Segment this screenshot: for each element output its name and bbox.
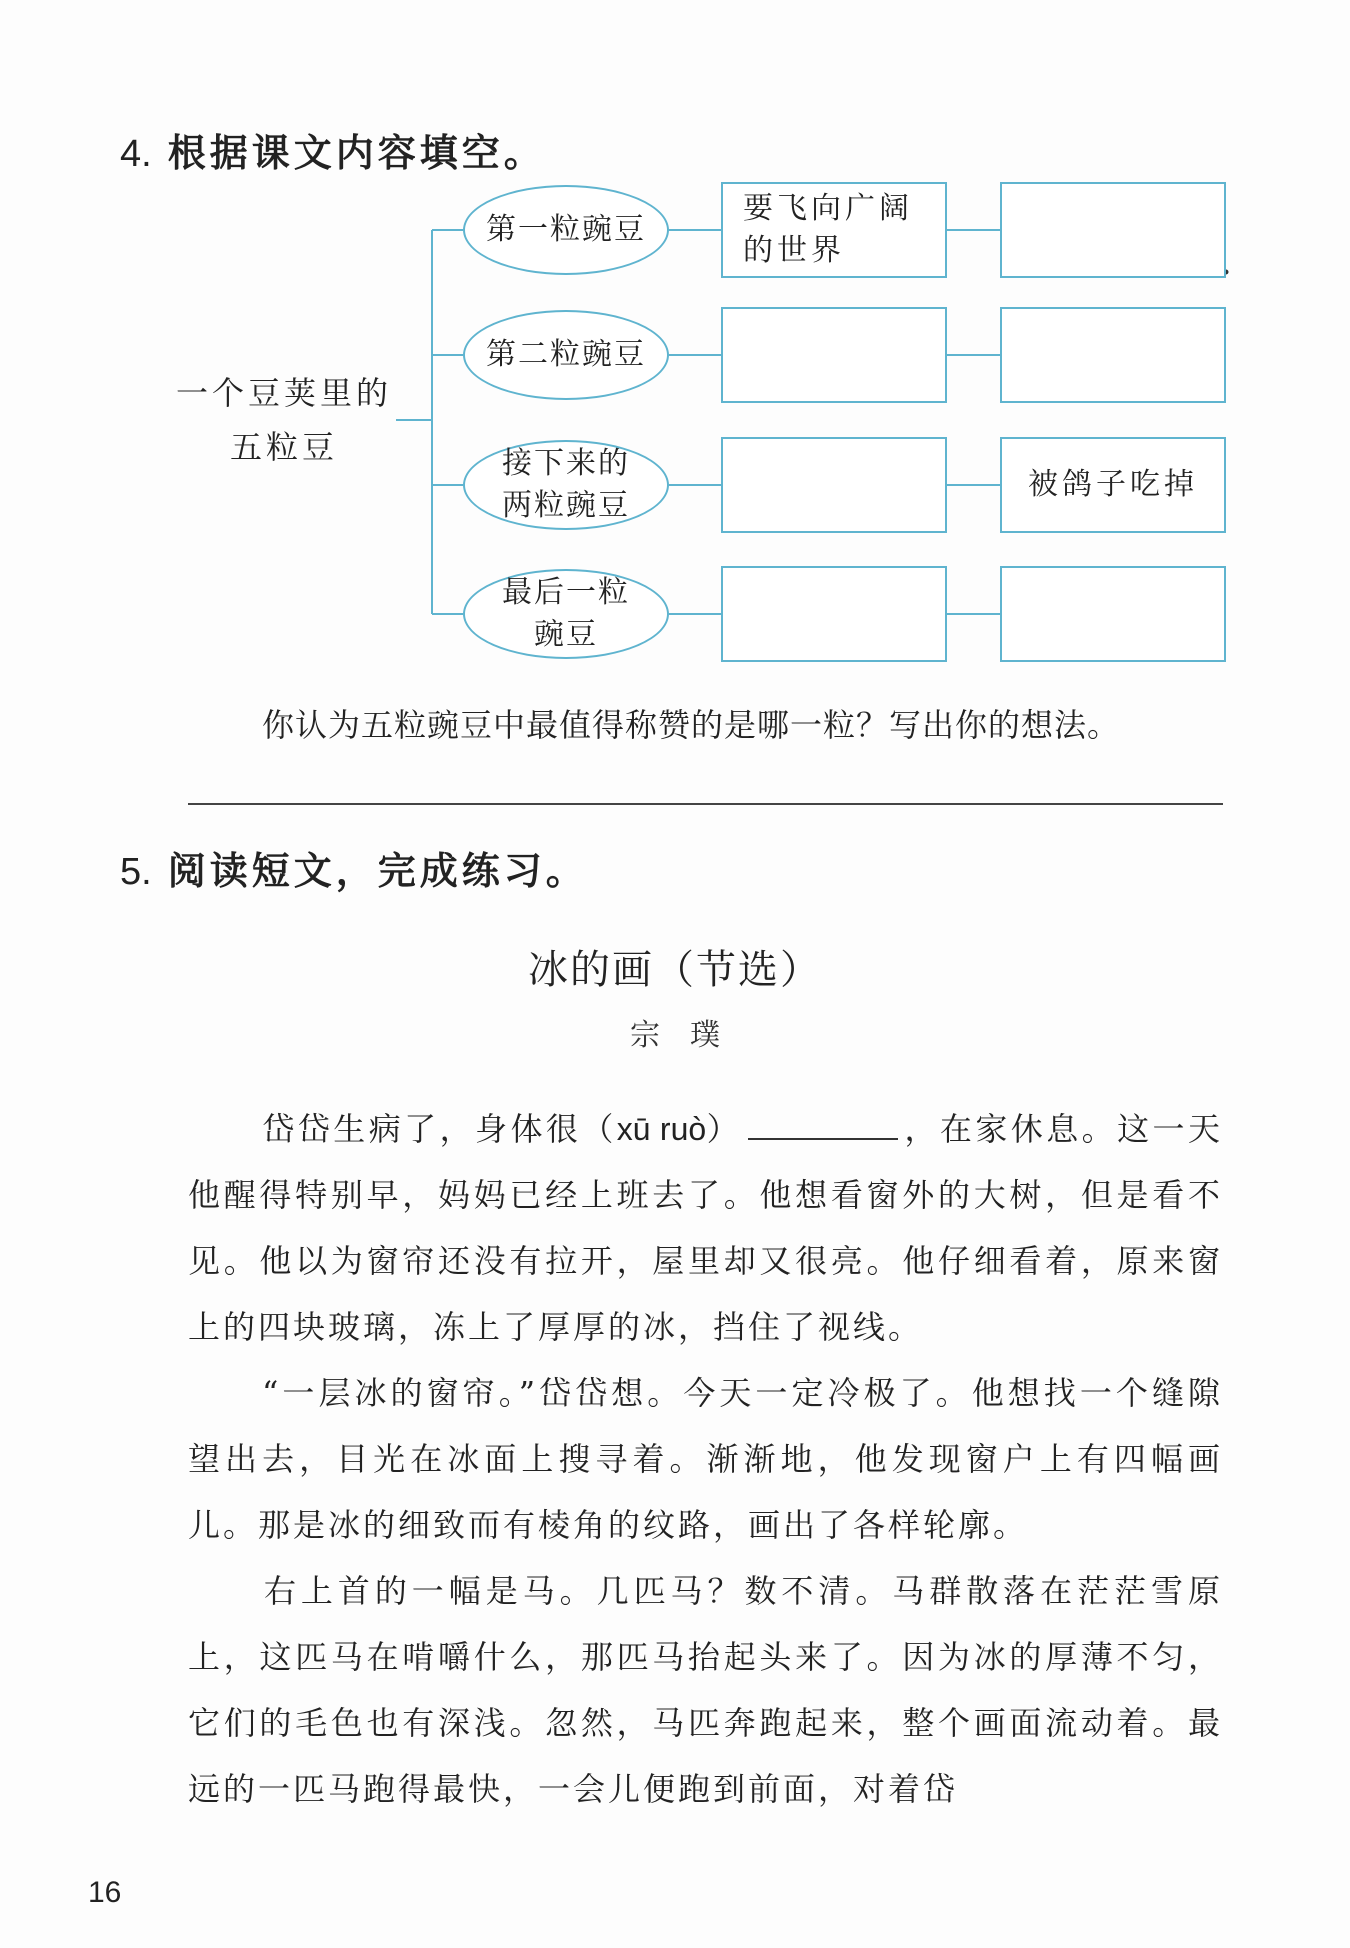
story-title: 冰的画（节选） <box>528 947 822 993</box>
q4-answer-line[interactable] <box>188 803 1223 805</box>
paragraph-3 <box>188 1558 1223 1822</box>
branch-4-box-1[interactable] <box>721 566 947 662</box>
p3-text: 右上首的一幅是马。几匹马？数不清。马群散落在茫茫雪原上，这匹马在啃嚼什么，那匹马抬起头来了。因为冰的厚薄不匀，它们的毛色也有深浅。忽然，马匹奔跑起来，整个画面流动着。最远的一匹马跑得最快，一会儿便跑到前面，对着岱 <box>188 1572 1223 1808</box>
branch-1-box-1-text: 要飞向广阔的世界 <box>743 191 913 268</box>
p1-after: ，在家休息。这一天他醒得特别早，妈妈已经上班去了。他想看窗外的大树，但是看不见。他以为窗帘还没有拉开，屋里却又很亮。他仔细看着，原来窗上的四块玻璃，冻上了厚厚的冰，挡住了视线。 <box>188 1110 1223 1346</box>
branch-2-box-1[interactable] <box>721 307 947 403</box>
branch-2-label: 第二粒豌豆 <box>486 337 646 372</box>
page-number: 16 <box>88 1876 122 1909</box>
branch-2-oval <box>463 310 669 400</box>
q5-number: 5. <box>120 851 152 893</box>
paragraph-1 <box>188 1096 1223 1360</box>
branch-3-box-1[interactable] <box>721 437 947 533</box>
branch-3-box-2 <box>1000 437 1226 533</box>
diagram-root-label <box>172 366 396 474</box>
branch-4-oval <box>463 569 669 659</box>
q4-title: 根据课文内容填空。 <box>167 131 546 175</box>
branch-4-label: 最后一粒豌豆 <box>502 575 630 652</box>
story-author: 宗璞 <box>630 1018 750 1053</box>
fill-blank[interactable] <box>748 1108 898 1140</box>
branch-3-label: 接下来的两粒豌豆 <box>502 446 630 523</box>
branch-1-box-2[interactable] <box>1000 182 1226 278</box>
branch-3-box-2-text: 被鸽子吃掉 <box>1028 467 1198 502</box>
q4-number: 4. <box>120 133 152 175</box>
branch-1-box-1 <box>721 182 947 278</box>
root-line-2: 五粒豆 <box>229 428 338 466</box>
p1-mid: ） <box>706 1110 743 1148</box>
branch-3-oval <box>463 440 669 530</box>
p1-before: 岱岱生病了，身体很（ <box>262 1110 617 1148</box>
branch-2-box-2[interactable] <box>1000 307 1226 403</box>
p1-pinyin: xū ruò <box>616 1111 707 1147</box>
q5-heading <box>120 840 588 895</box>
root-line-1: 一个豆荚里的 <box>175 374 392 412</box>
branch-4-box-2[interactable] <box>1000 566 1226 662</box>
p2-text: “一层冰的窗帘。”岱岱想。今天一定冷极了。他想找一个缝隙望出去，目光在冰面上搜寻着。渐渐地，他发现窗户上有四幅画儿。那是冰的细致而有棱角的纹路，画出了各样轮廓。 <box>188 1374 1223 1544</box>
q5-title: 阅读短文，完成练习。 <box>167 849 588 893</box>
branch-1-oval <box>463 185 669 275</box>
branch-1-label: 第一粒豌豆 <box>486 212 646 247</box>
paragraph-2 <box>188 1360 1223 1558</box>
q4-prompt: 你认为五粒豌豆中最值得称赞的是哪一粒？写出你的想法。 <box>262 706 1121 744</box>
